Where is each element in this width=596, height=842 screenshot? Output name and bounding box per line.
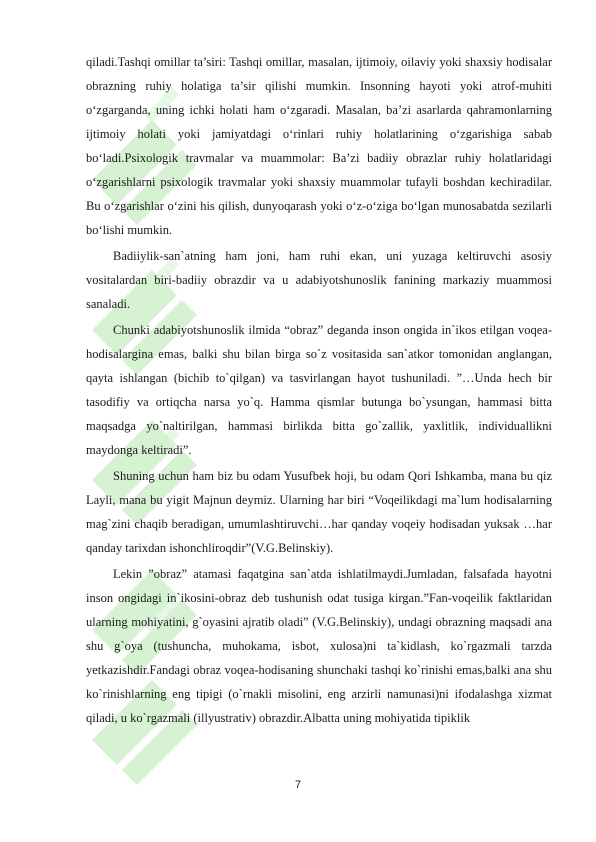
paragraph-1: qiladi.Tashqi omillar ta’siri: Tashqi omillar, masalan, ijtimoiy, oilaviy yoki shaxsiy hodisalar obrazning ruhiy holatiga ta’sir qilishi mumkin. Insonning hayoti yoki atrof-muhiti o‘zgarganda, uning ichki holati ham o‘zgaradi. Masalan, ba’zi asarlarda qahramonlarning ijtimoiy holati yoki jamiyatdagi o‘rinlari ruhiy holatlarining o‘zgarishiga sabab bo‘ladi.Psixologik travmalar va muammolar: Ba’zi badiiy obrazlar ruhiy holatlaridagi o‘zgarishlarni psixologik travmalar yoki shaxsiy muammolar tufayli boshdan kechiradilar. Bu o‘zgarishlar o‘zini his qilish, dunyoqarash yoki o‘z-o‘ziga bo‘lgan munosabatda sezilarli bo‘lishi mumkin. [86, 55, 552, 237]
paragraph-5: Lekin ”obraz” atamasi faqatgina san`atda ishlatilmaydi.Jumladan, falsafada hayotni inson ongidagi in`ikosini-obraz deb tushunish odat tusiga kirgan.”Fan-voqeilik faktlaridan ularning mohiyatini, g`oyasini ajratib oladi” (V.G.Belinskiy), undagi obrazning maqsadi ana shu g`oya (tushuncha, muhokama, isbot, xulosa)ni ta`kidlash, ko`rgazmali tarzda yetkazishdir.Fandagi obraz voqea-hodisaning shunchaki tashqi ko`rinishi emas,balki ana shu ko`rinishlarning eng tipigi (o`rnakli misolini, eng arzirli namunasi)ni ifodalashga xizmat qiladi, u ko`rgazmali (illyustrativ) obrazdir.Albatta uning mohiyatida tipiklik [86, 567, 552, 725]
page-number: 7 [294, 779, 302, 791]
paragraph-2: Badiiylik-san`atning ham joni, ham ruhi ekan, uni yuzaga keltiruvchi asosiy vositalardan biri-badiiy obrazdir va u adabiyotshunoslik fanining markaziy muammosi sanaladi. [86, 249, 552, 311]
paragraph-3: Chunki adabiyotshunoslik ilmida “obraz” deganda inson ongida in`ikos etilgan voqea-hodisalargina emas, balki shu bilan birga so`z vositasida san`atkor tomonidan anglangan, qayta ishlangan (bichib to`qilgan) va tasvirlangan hayot tushuniladi. ”…Unda hech bir tasodifiy va ortiqcha narsa yo`q. Hamma qismlar butunga bo`ysungan, hammasi bitta maqsadga yo`naltirilgan, hammasi birlikda bitta go`zallik, yaxlitlik, individuallikni maydonga keltiradi”. [86, 323, 552, 457]
document-body [86, 50, 552, 730]
paragraph-4: Shuning uchun ham biz bu odam Yusufbek hoji, bu odam Qori Ishkamba, mana bu qiz Layli, mana bu yigit Majnun deymiz. Ularning har biri “Voqeilikdagi ma`lum hodisalarning mag`zini chaqib beradigan, umumlashtiruvchi…har qanday voqeiy hodisadan yuksak …har qanday tarixdan ishonchliroqdir”(V.G.Belinskiy). [86, 469, 552, 555]
